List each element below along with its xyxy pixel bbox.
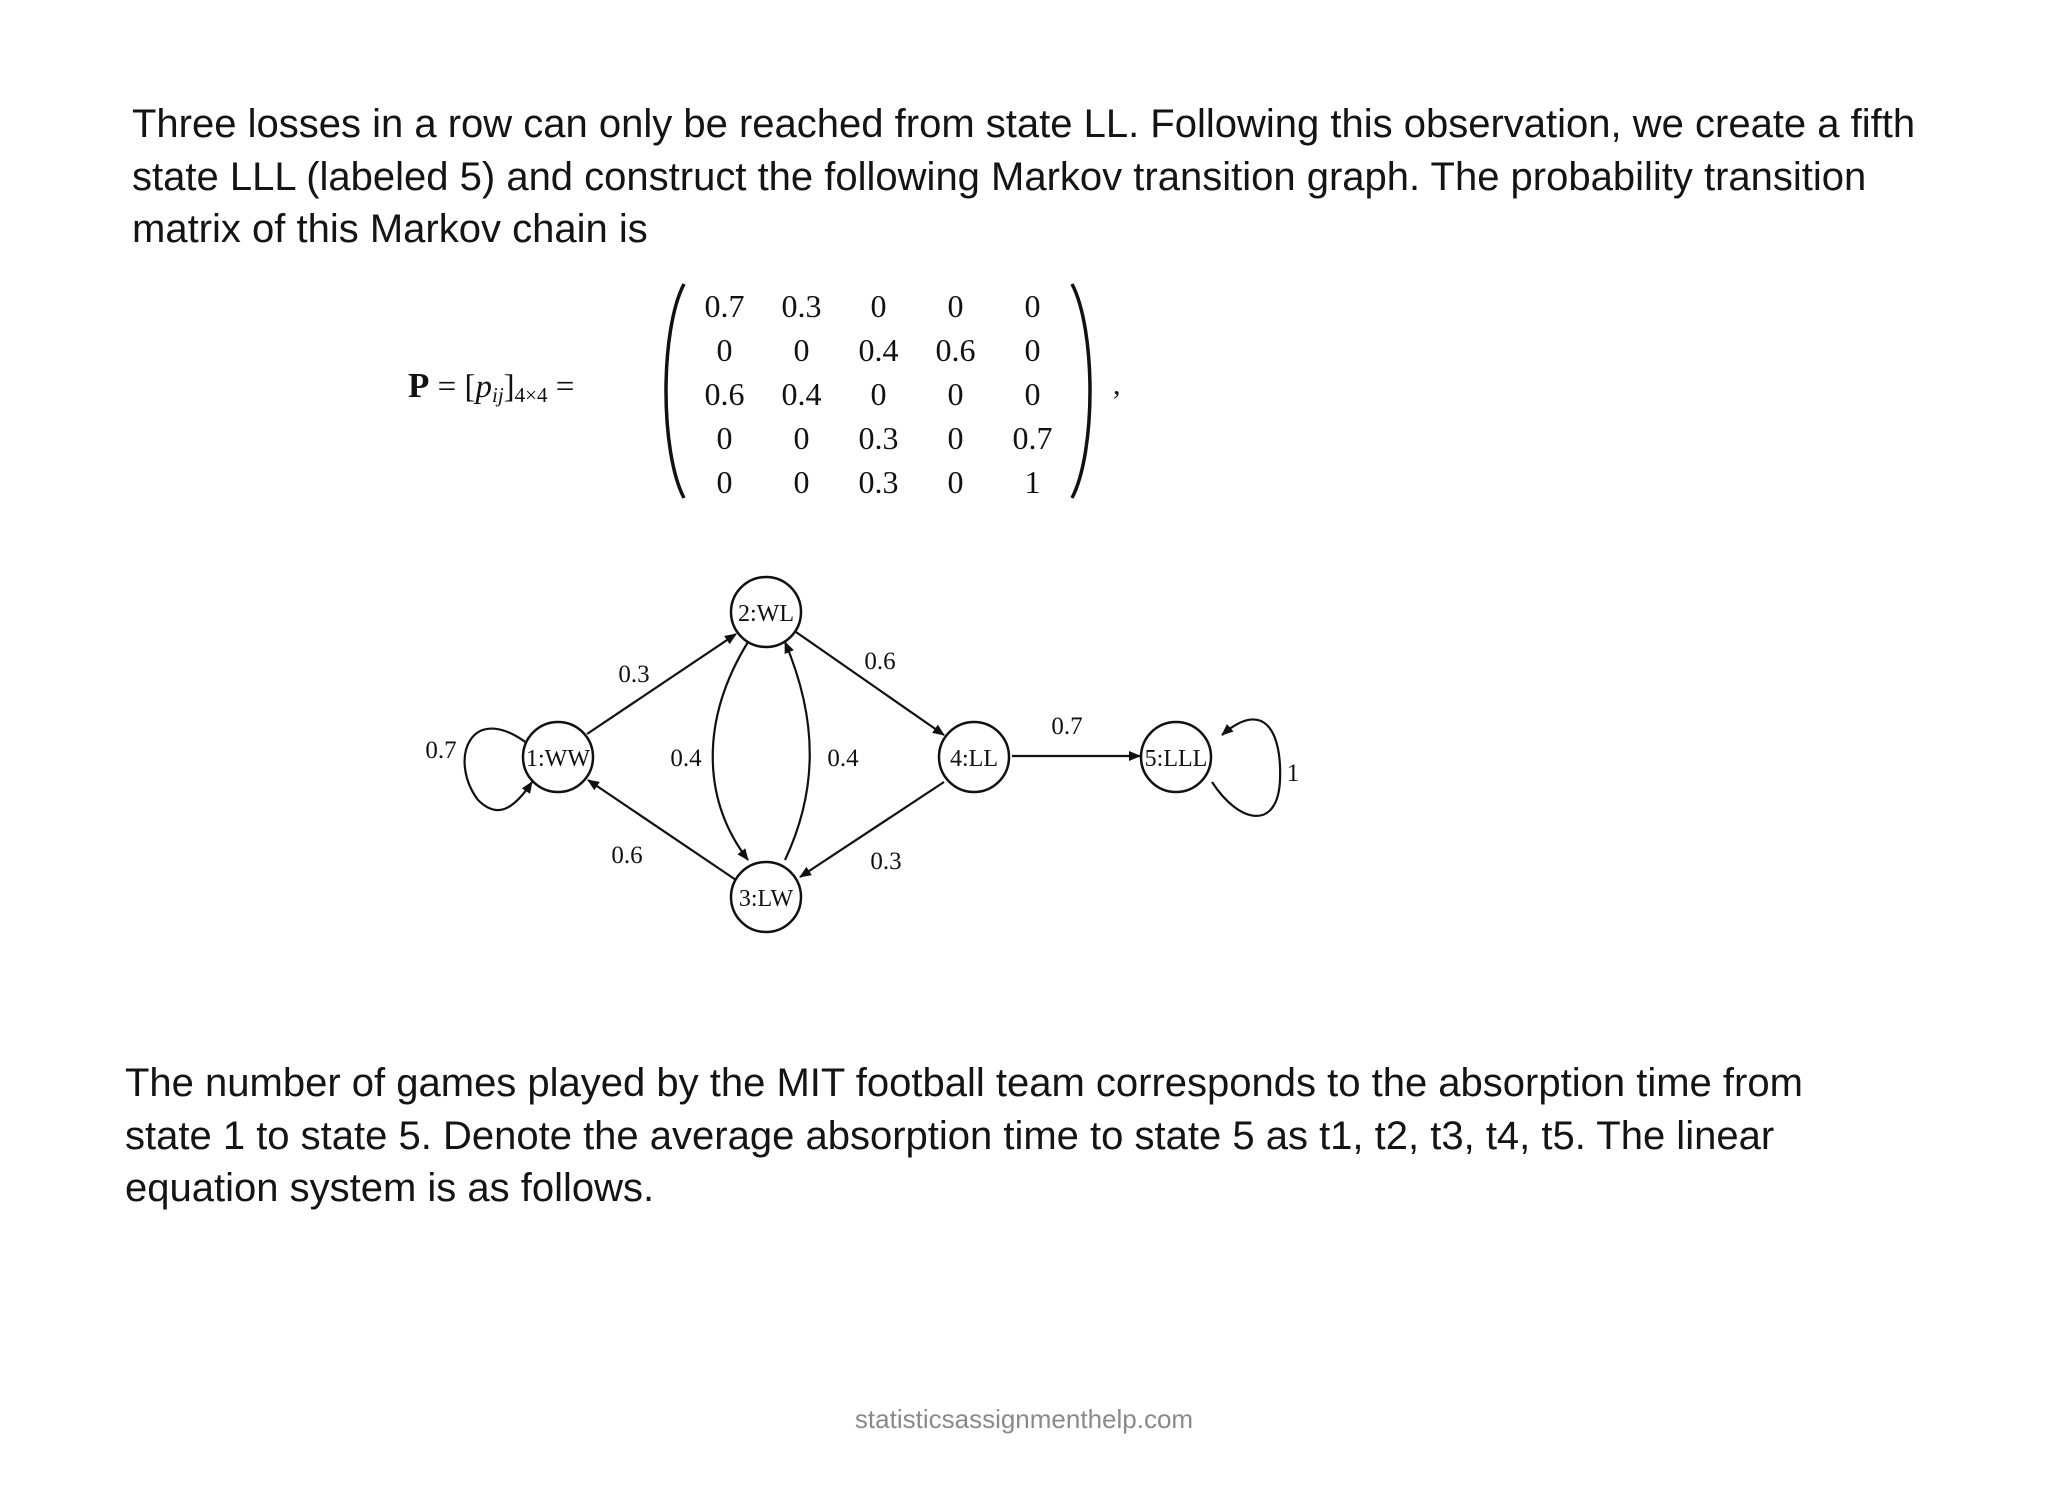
edge-label-ww-to-wl: 0.3	[618, 661, 650, 688]
matrix-cell: 0.3	[781, 288, 822, 324]
conclusion-line: state 1 to state 5. Denote the average absorption time to state 5 as t1, t2, t3, t4, t5. The linear	[125, 1113, 1775, 1158]
matrix-equals: = [	[437, 369, 476, 405]
edge-ww-self-loop	[465, 729, 532, 811]
matrix-entry: p	[475, 369, 492, 405]
matrix-cell: 0	[947, 464, 964, 500]
matrix-cell: 0.6	[935, 332, 976, 368]
node-label-wl: 2:WL	[738, 601, 794, 627]
edge-label-wl-to-ll: 0.6	[864, 648, 896, 675]
matrix-trailing-comma: ,	[1113, 368, 1121, 401]
edge-label-lw-to-wl: 0.4	[827, 745, 859, 772]
conclusion-line: The number of games played by the MIT football team corresponds to the absorption time from	[125, 1061, 1803, 1105]
edge-lw-to-ww	[588, 780, 736, 880]
matrix-cell: 0	[716, 332, 733, 368]
matrix-cell: 0.6	[704, 376, 745, 412]
matrix-cell: 0	[1024, 376, 1041, 412]
node-label-ww: 1:WW	[526, 746, 590, 772]
matrix-cell: 0	[870, 376, 887, 412]
matrix-cell: 0	[1024, 332, 1041, 368]
matrix-cell: 0	[947, 376, 964, 412]
node-label-ll: 4:LL	[950, 746, 998, 772]
node-label-lw: 3:LW	[738, 886, 794, 912]
edge-ww-to-wl	[587, 634, 736, 734]
matrix-cell: 0.3	[858, 420, 899, 456]
edge-label-wl-to-lw: 0.4	[670, 745, 702, 772]
matrix-cell: 0	[947, 420, 964, 456]
edge-lll-self-loop	[1212, 719, 1280, 815]
conclusion-line: equation system is as follows.	[125, 1166, 655, 1210]
matrix-cell: 0	[793, 420, 810, 456]
conclusion-paragraph	[125, 1057, 1985, 1215]
matrix-cell: 1	[1024, 464, 1041, 500]
matrix-cell: 0.7	[1012, 420, 1053, 456]
footer-source: statisticsassignmenthelp.com	[854, 1404, 1194, 1434]
matrix-cell: 0.4	[781, 376, 822, 412]
edge-label-ll-to-lll: 0.7	[1051, 713, 1083, 740]
matrix-close-bracket: ]	[503, 369, 515, 405]
matrix-entry-subscript: ij	[492, 383, 504, 407]
matrix-cell: 0	[1024, 288, 1041, 324]
matrix-cell: 0	[716, 420, 733, 456]
intro-line: state LLL (labeled 5) and construct the following Markov transition graph. The probability transition	[132, 154, 1867, 199]
matrix-cell: 0	[793, 332, 810, 368]
edge-label-lll-self: 1	[1286, 760, 1300, 787]
edge-label-lw-to-ww: 0.6	[611, 842, 643, 869]
matrix-cell: 0	[870, 288, 887, 324]
edge-label-ll-to-lw: 0.3	[870, 848, 902, 875]
edge-wl-to-lw	[713, 642, 748, 860]
edge-lw-to-wl	[785, 642, 810, 860]
intro-line: matrix of this Markov chain is	[132, 207, 648, 251]
matrix-cell: 0.4	[858, 332, 899, 368]
matrix-symbol: P	[408, 366, 430, 405]
intro-line: Three losses in a row can only be reached from state LL. Following this observation, we create a fifth	[132, 102, 1916, 146]
matrix-cell: 0.3	[858, 464, 899, 500]
matrix-cell: 0	[947, 288, 964, 324]
edge-label-ww-self: 0.7	[425, 737, 457, 764]
matrix-cell: 0	[793, 464, 810, 500]
node-label-lll: 5:LLL	[1144, 746, 1208, 772]
matrix-equals-after: =	[555, 369, 575, 405]
matrix-cell: 0	[716, 464, 733, 500]
matrix-dimension: 4×4	[514, 383, 548, 407]
matrix-cell: 0.7	[704, 288, 745, 324]
